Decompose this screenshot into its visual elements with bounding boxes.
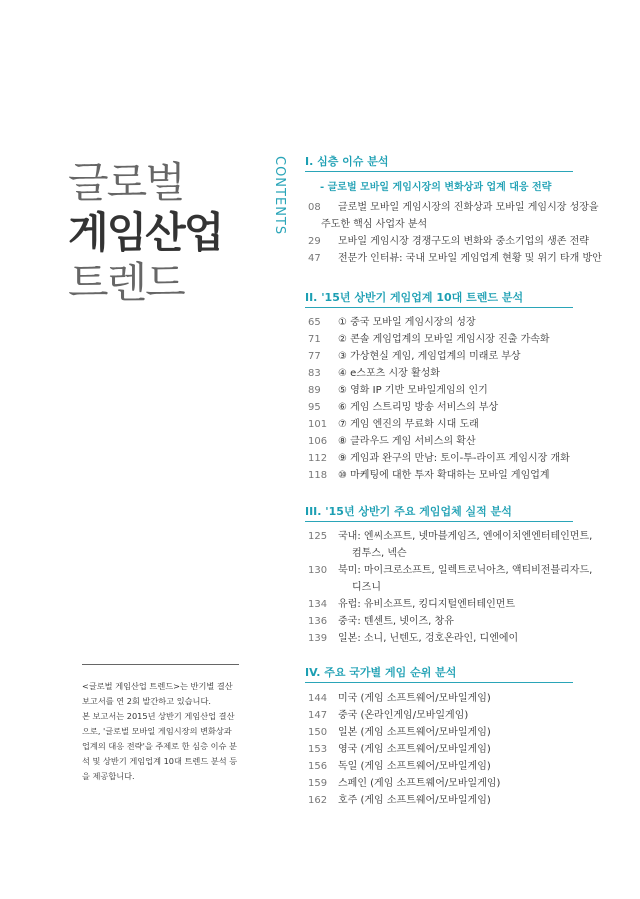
toc-entry[interactable] <box>308 629 518 644</box>
section-3-rule <box>305 521 573 522</box>
toc-entry[interactable] <box>308 398 498 413</box>
page-number: 118 <box>308 470 328 481</box>
entry-text: ⑥ 게임 스트리밍 방송 서비스의 부상 <box>338 402 499 413</box>
entry-text: 글로벌 모바일 게임시장의 진화상과 모바일 게임시장 성장을 <box>338 202 599 213</box>
section-2-rule <box>305 307 573 308</box>
entry-text: ① 중국 모바일 게임시장의 성장 <box>338 317 476 328</box>
entry-text: 중국 (온라인게임/모바일게임) <box>338 710 469 721</box>
entry-text: 유럽: 유비소프트, 킹디지털엔터테인먼트 <box>338 599 516 610</box>
side-note-paragraph-2: 본 보고서는 2015년 상반기 게임산업 결산으로, '글로벌 모바일 게임시장의 변화상과 업계의 대응 전략'을 주제로 한 심층 이슈 분석 및 상반기 게임업계 10대 트렌드 분석 등을 제공합니다. <box>82 711 238 781</box>
section-1-subtitle: - 글로벌 모바일 게임시장의 변화상과 업계 대응 전략 <box>320 182 552 193</box>
toc-entry[interactable] <box>308 527 592 542</box>
page-number: 83 <box>308 368 321 379</box>
toc-entry[interactable] <box>308 313 476 328</box>
toc-entry[interactable] <box>308 347 521 362</box>
page-number: 156 <box>308 761 328 772</box>
side-note <box>82 679 242 784</box>
entry-text-continued: 컴투스, 넥슨 <box>352 548 407 559</box>
toc-entry[interactable] <box>308 381 488 396</box>
section-1-title: I. 심층 이슈 분석 <box>305 155 389 168</box>
section-2-title: II. '15년 상반기 게임업계 10대 트렌드 분석 <box>305 291 524 304</box>
page-number: 125 <box>308 531 328 542</box>
page-number: 89 <box>308 385 321 396</box>
page-number: 47 <box>308 253 321 264</box>
entry-text: ⑤ 영화 IP 기반 모바일게임의 인기 <box>338 385 488 396</box>
section-4-title: IV. 주요 국가별 게임 순위 분석 <box>305 666 457 679</box>
contents-label: CONTENTS <box>272 156 287 236</box>
toc-entry[interactable] <box>308 595 515 610</box>
page-number: 144 <box>308 693 328 704</box>
entry-text: 북미: 마이크로소프트, 일렉트로닉아츠, 액티비전블리자드, <box>338 565 593 576</box>
page-number: 95 <box>308 402 321 413</box>
entry-text-continued: 주도한 핵심 사업자 분석 <box>321 219 428 230</box>
page-number: 134 <box>308 599 328 610</box>
toc-entry[interactable] <box>308 198 599 213</box>
page-number: 77 <box>308 351 321 362</box>
toc-entry[interactable] <box>308 232 589 247</box>
page-number: 136 <box>308 616 328 627</box>
entry-text: ⑨ 게임과 완구의 만남: 토이-투-라이프 게임시장 개화 <box>338 453 570 464</box>
toc-entry[interactable] <box>308 740 491 755</box>
section-1-rule <box>305 171 573 172</box>
entry-text: 전문가 인터뷰: 국내 모바일 게임업계 현황 및 위기 타개 방안 <box>338 253 602 264</box>
page-number: 150 <box>308 727 328 738</box>
entry-text: ⑦ 게임 엔진의 무료화 시대 도래 <box>338 419 479 430</box>
toc-entry[interactable] <box>308 706 468 721</box>
entry-text: ② 콘솔 게임업계의 모바일 게임시장 진출 가속화 <box>338 334 550 345</box>
toc-entry[interactable] <box>308 774 500 789</box>
page-number: 162 <box>308 795 328 806</box>
section-4-rule <box>305 682 573 683</box>
page-number: 71 <box>308 334 321 345</box>
page-number: 159 <box>308 778 328 789</box>
entry-text: ④ e스포츠 시장 활성화 <box>338 368 440 379</box>
entry-text: 모바일 게임시장 경쟁구도의 변화와 중소기업의 생존 전략 <box>338 236 589 247</box>
page-number: 139 <box>308 633 328 644</box>
entry-text: 스페인 (게임 소프트웨어/모바일게임) <box>338 778 501 789</box>
toc-entry[interactable] <box>308 689 491 704</box>
page-number: 101 <box>308 419 328 430</box>
entry-text: 중국: 텐센트, 넷이즈, 창유 <box>338 616 454 627</box>
entry-text: 일본: 소니, 닌텐도, 겅호온라인, 디엔에이 <box>338 633 519 644</box>
toc-entry[interactable] <box>308 466 550 481</box>
section-3-title: III. '15년 상반기 주요 게임업체 실적 분석 <box>305 505 512 518</box>
page-number: 08 <box>308 202 321 213</box>
title-line-3: 트렌드 <box>68 258 184 307</box>
page-number: 65 <box>308 317 321 328</box>
toc-entry[interactable] <box>308 723 491 738</box>
entry-text: 일본 (게임 소프트웨어/모바일게임) <box>338 727 491 738</box>
entry-text: 국내: 엔씨소프트, 넷마블게임즈, 엔에이치엔엔터테인먼트, <box>338 531 593 542</box>
page-number: 147 <box>308 710 328 721</box>
toc-entry[interactable] <box>308 432 476 447</box>
page-number: 153 <box>308 744 328 755</box>
page-number: 106 <box>308 436 328 447</box>
toc-entry[interactable] <box>308 791 491 806</box>
toc-entry[interactable] <box>308 612 454 627</box>
toc-entry[interactable] <box>308 249 602 264</box>
entry-text: 호주 (게임 소프트웨어/모바일게임) <box>338 795 491 806</box>
entry-text: ⑧ 클라우드 게임 서비스의 확산 <box>338 436 476 447</box>
side-note-paragraph-1: <글로벌 게임산업 트렌드>는 반기별 결산 보고서를 연 2회 발간하고 있습니다. <box>82 681 233 706</box>
page-number: 29 <box>308 236 321 247</box>
side-note-rule <box>82 664 239 665</box>
title-line-2: 게임산업 <box>68 208 223 257</box>
page-number: 130 <box>308 565 328 576</box>
toc-entry[interactable] <box>308 757 491 772</box>
entry-text: 독일 (게임 소프트웨어/모바일게임) <box>338 761 491 772</box>
entry-text: 미국 (게임 소프트웨어/모바일게임) <box>338 693 491 704</box>
entry-text-continued: 디즈니 <box>352 582 381 593</box>
entry-text: ⑩ 마케팅에 대한 투자 확대하는 모바일 게임업계 <box>338 470 550 481</box>
entry-text: 영국 (게임 소프트웨어/모바일게임) <box>338 744 491 755</box>
title-line-1: 글로벌 <box>68 158 184 207</box>
entry-text: ③ 가상현실 게임, 게임업계의 미래로 부상 <box>338 351 521 362</box>
toc-entry[interactable] <box>308 449 570 464</box>
toc-entry[interactable] <box>308 415 479 430</box>
toc-entry[interactable] <box>308 364 440 379</box>
toc-entry[interactable] <box>308 561 592 576</box>
page-number: 112 <box>308 453 328 464</box>
toc-entry[interactable] <box>308 330 550 345</box>
